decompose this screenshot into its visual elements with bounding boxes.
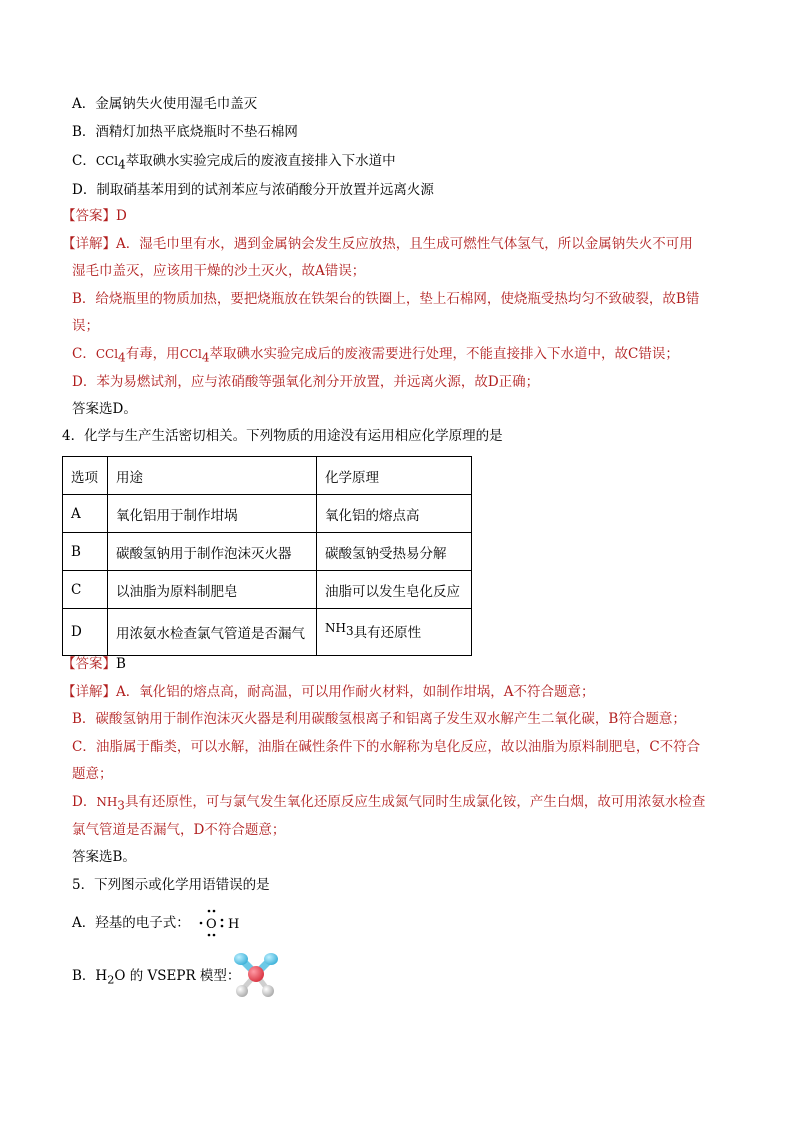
cell-principle: 碳酸氢钠受热易分解 [317, 533, 472, 571]
cell-option: B [63, 533, 108, 571]
q4-detail-d-line2: 氯气管道是否漏气，D不符合题意； [72, 822, 286, 838]
header-option: 选项 [63, 457, 108, 495]
table-row [63, 533, 472, 571]
q4-conclusion: 答案选B。 [72, 849, 136, 865]
q3-detail-a-line2: 湿毛巾盖灭，应该用干燥的沙土灭火，故A错误； [72, 263, 366, 279]
hydrogen-symbol: H [228, 917, 240, 932]
q3-detail-b-line1: B．给烧瓶里的物质加热，要把烧瓶放在铁架台的铁圈上，垫上石棉网，使烧瓶受热均匀不致破裂，故B错 [72, 291, 700, 307]
cell-principle: $NH_3$具有还原性 [317, 609, 472, 656]
hydroxyl-electron-formula [198, 908, 248, 938]
q4-detail-a: 【详解】A．氧化铝的熔点高，耐高温，可以用作耐火材料，如制作坩埚，A不符合题意； [62, 684, 595, 700]
cell-use: 以油脂为原料制肥皂 [108, 571, 317, 609]
cell-use: 氧化铝用于制作坩埚 [108, 495, 317, 533]
q3-detail-a-line1: 【详解】A．湿毛巾里有水，遇到金属钠会发生反应放热，且生成可燃性气体氢气，所以金属钠失火不可用 [62, 236, 693, 252]
cell-option: C [63, 571, 108, 609]
q5-option-b: B．$H_2O$ 的 VSEPR 模型： [72, 968, 241, 987]
q4-detail-b: B．碳酸氢钠用于制作泡沫灭火器是利用碳酸氢根离子和铝离子发生双水解产生二氧化碳，B符合题意； [72, 711, 686, 727]
header-principle: 化学原理 [317, 457, 472, 495]
water-vsepr-model-icon [230, 950, 282, 1000]
q4-detail-c-line2: 题意； [72, 766, 113, 782]
table-header-row [63, 457, 472, 495]
oxygen-symbol: O [206, 917, 217, 932]
cell-option: D [63, 609, 108, 656]
q3-option-b: B．酒精灯加热平底烧瓶时不垫石棉网 [72, 124, 298, 140]
q3-detail-d: D．苯为易燃试剂，应与浓硝酸等强氧化剂分开放置，并远离火源，故D正确； [72, 374, 540, 390]
q4-detail-c-line1: C．油脂属于酯类，可以水解，油脂在碱性条件下的水解称为皂化反应，故以油脂为原料制肥皂，C不符合 [72, 739, 701, 755]
q3-answer: 【答案】D [62, 208, 127, 224]
table-row [63, 571, 472, 609]
q4-detail-d-line1: D．$NH_3$具有还原性，可与氯气发生氧化还原反应生成氮气同时生成氯化铵，产生白烟，故可用浓氨水检查 [72, 794, 706, 813]
q3-option-c: C．CCl$_4$萃取碘水实验完成后的废液直接排入下水道中 [72, 153, 396, 172]
cell-option: A [63, 495, 108, 533]
q3-detail-b-line2: 误； [72, 318, 99, 334]
cell-use: 碳酸氢钠用于制作泡沫灭火器 [108, 533, 317, 571]
q3-option-a: A．金属钠失火使用湿毛巾盖灭 [72, 96, 258, 112]
q4-stem: 4．化学与生产生活密切相关。下列物质的用途没有运用相应化学原理的是 [62, 428, 503, 444]
table-row [63, 495, 472, 533]
q3-option-d: D．制取硝基苯用到的试剂苯应与浓硝酸分开放置并远离火源 [72, 182, 434, 198]
q3-detail-c: C．CCl$_4$有毒，用CCl$_4$萃取碘水实验完成后的废液需要进行处理，不能直接排入下水道中，故C错误； [72, 346, 679, 365]
q5-stem: 5．下列图示或化学用语错误的是 [72, 877, 270, 893]
table-row [63, 609, 472, 656]
header-use: 用途 [108, 457, 317, 495]
q4-answer: 【答案】B [62, 656, 126, 672]
cell-use: 用浓氨水检查氯气管道是否漏气 [108, 609, 317, 656]
cell-principle: 氧化铝的熔点高 [317, 495, 472, 533]
cell-principle: 油脂可以发生皂化反应 [317, 571, 472, 609]
q3-conclusion: 答案选D。 [72, 401, 137, 417]
q4-table [62, 456, 472, 656]
q5-option-a: A．羟基的电子式： [72, 915, 190, 931]
